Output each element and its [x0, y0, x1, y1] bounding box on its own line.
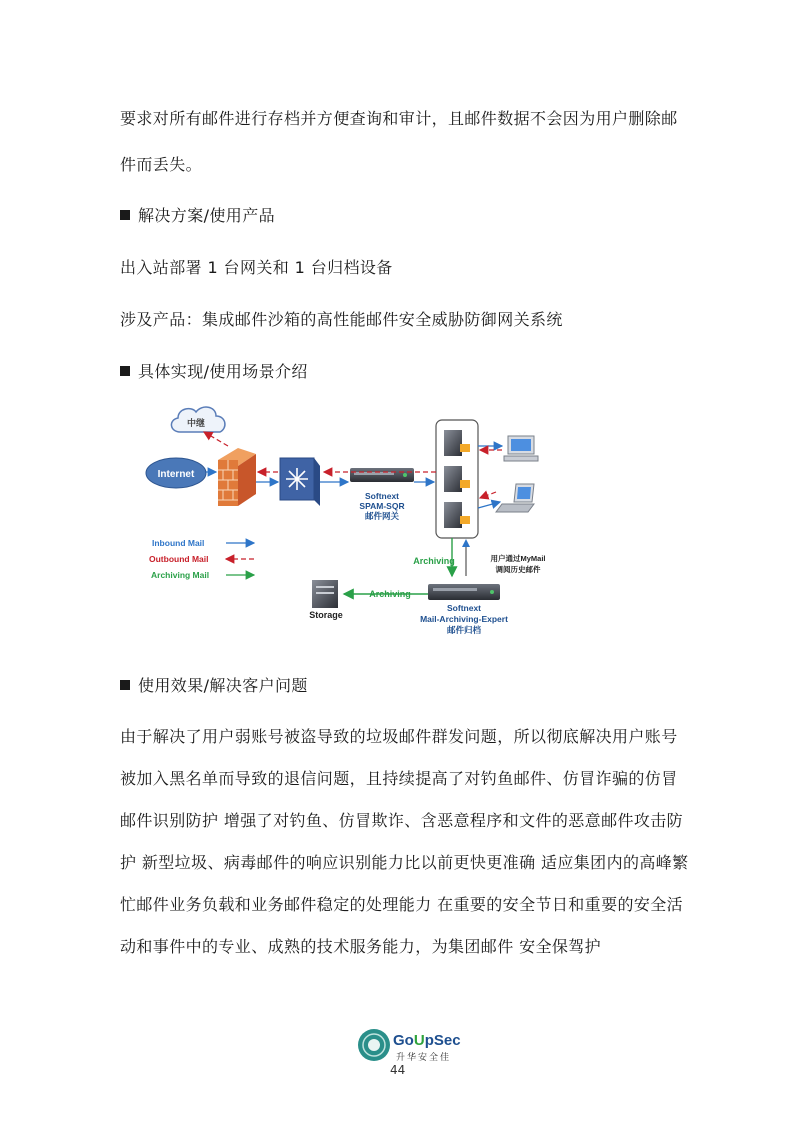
legend-inbound-label: Inbound Mail — [152, 538, 205, 548]
paragraph-line: 被加入黑名单而导致的退信问题，且持续提高了对钓鱼邮件、仿冒诈骗的仿冒 — [120, 769, 678, 788]
legend-archiving-label: Archiving Mail — [151, 570, 210, 580]
paragraph-line: 件而丢失。 — [120, 155, 203, 174]
gateway-label-3: 邮件网关 — [364, 511, 400, 521]
laptop-icon — [496, 484, 534, 512]
paragraph-line: 护 新型垃圾、病毒邮件的响应识别能力比以前更快更准确 适应集团内的高峰繁 — [120, 853, 689, 872]
storage-icon — [312, 580, 338, 608]
archive-label-2: Mail-Archiving-Expert — [420, 614, 508, 624]
internet-label: Internet — [157, 469, 195, 480]
gateway-label-1: Softnext — [365, 491, 399, 501]
page-number: 44 — [390, 1063, 406, 1077]
cloud-label: 中继 — [186, 418, 206, 428]
archiving-label: Archiving — [369, 589, 411, 599]
heading-text: 使用效果/解决客户问题 — [138, 676, 308, 695]
gateway-server-icon — [350, 468, 414, 482]
archive-server-icon — [428, 584, 500, 600]
legend-outbound-label: Outbound Mail — [149, 554, 209, 564]
paragraph-line: 出入站部署 1 台网关和 1 台归档设备 — [120, 258, 393, 277]
heading-text: 具体实现/使用场景介绍 — [138, 362, 308, 381]
goupsec-logo-icon — [357, 1028, 391, 1062]
archiving-label: Archiving — [413, 556, 455, 566]
brand-name: GoUpSec — [393, 1032, 461, 1049]
firewall-icon — [218, 448, 256, 506]
brand-subtitle: 升华安全佳 — [396, 1053, 452, 1063]
square-bullet-icon — [120, 210, 130, 220]
square-bullet-icon — [120, 680, 130, 690]
paragraph-line: 邮件识别防护 增强了对钓鱼、仿冒欺诈、含恶意程序和文件的恶意邮件攻击防 — [120, 811, 684, 830]
switch-icon — [280, 458, 320, 506]
square-bullet-icon — [120, 366, 130, 376]
paragraph-line: 忙邮件业务负载和业务邮件稳定的处理能力 在重要的安全节日和重要的安全活 — [120, 895, 684, 914]
gateway-label-2: SPAM-SQR — [359, 501, 405, 511]
paragraph-line: 由于解决了用户弱账号被盗导致的垃圾邮件群发问题，所以彻底解决用户账号 — [120, 727, 678, 746]
desktop-computer-icon — [504, 436, 538, 461]
mymail-label-1: 用户通过MyMail — [490, 554, 546, 563]
paragraph-line: 动和事件中的专业、成熟的技术服务能力，为集团邮件 安全保驾护 — [120, 937, 602, 956]
section-heading — [120, 359, 308, 382]
storage-label: Storage — [309, 610, 343, 620]
heading-text: 解决方案/使用产品 — [138, 206, 275, 225]
archive-label-1: Softnext — [447, 603, 481, 613]
paragraph-line: 要求对所有邮件进行存档并方便查询和审计，且邮件数据不会因为用户删除邮 — [120, 109, 678, 128]
paragraph-line: 涉及产品：集成邮件沙箱的高性能邮件安全威胁防御网关系统 — [120, 310, 563, 329]
section-heading — [120, 203, 275, 226]
network-diagram — [130, 398, 550, 643]
section-heading — [120, 673, 308, 696]
archive-label-3: 邮件归档 — [446, 625, 482, 635]
mymail-label-2: 调阅历史邮件 — [495, 565, 541, 574]
